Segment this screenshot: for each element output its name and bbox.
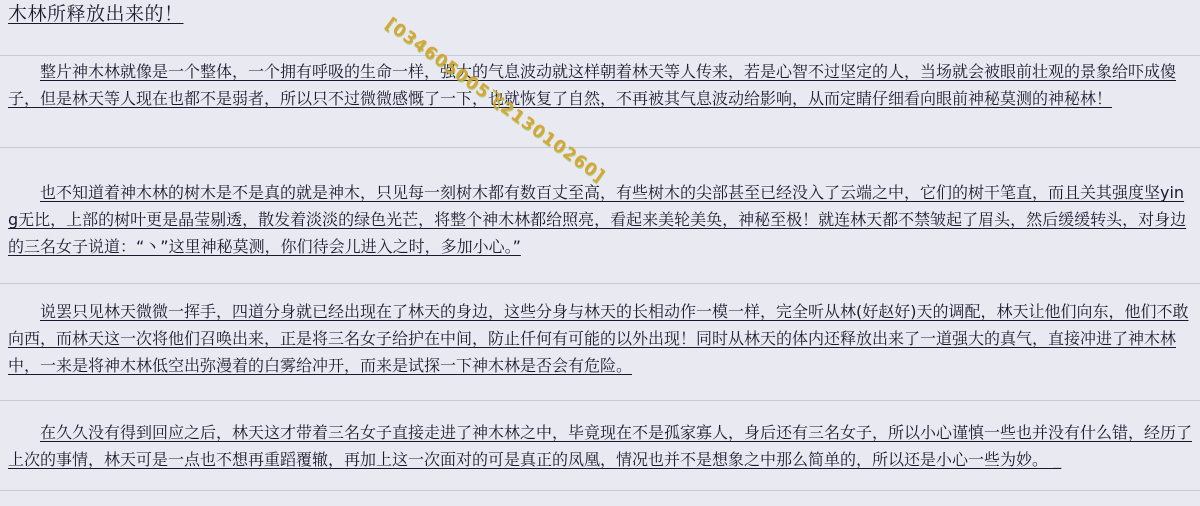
anti-theft-watermark: [034605005飞213010260] bbox=[381, 14, 609, 187]
paragraph-text: 在久久没有得到回应之后，林天这才带着三名女子直接走进了神木林之中，毕竟现在不是孤家寡人，身后还有三名女子，所以小心谨慎一些也并没有什么错，经历了上次的事情，林天可是一点也不想再重蹈覆辙，再加上这一次面对的可是真正的凤凰，情况也并不是想象之中那么简单的，所以还是小心一些为妙。 bbox=[8, 423, 1193, 469]
novel-paragraph bbox=[8, 419, 1192, 473]
paragraph-text: 整片神木林就像是一个整体，一个拥有呼吸的生命一样，强大的气息波动就这样朝着林天等人传来，若是心智不过坚定的人，当场就会被眼前壮观的景象给吓成傻子，但是林天等人现在也都不是弱者，所以只不过微微感慨了一下，也就恢复了自然，不再被其气息波动给影响，从而定睛仔细看向眼前神秘莫测的神秘林！ bbox=[8, 62, 1177, 108]
paragraph-text: 说罢只见林天微微一挥手，四道分身就已经出现在了林天的身边，这些分身与林天的长相动作一模一样，完全听从林(好赵好)天的调配，林天让他们向东，他们不敢向西，而林天这一次将他们召唤出来，正是将三名女子给护在中间，防止仟何有可能的以外出现！同时从林天的体内还释放出来了一道强大的真气，直接冲进了神木林中，一来是将神木林低空出弥漫着的白雾给冲开，而来是试探一下神木林是否会有危险。 bbox=[8, 302, 1189, 375]
paragraph-row-3 bbox=[0, 284, 1200, 401]
novel-paragraph bbox=[8, 58, 1192, 112]
novel-paragraph bbox=[8, 179, 1192, 260]
paragraph-text: 也不知道着神木林的树木是不是真的就是神木，只见每一刻树木都有数百丈至高，有些树木的尖部甚至已经没入了云端之中，它们的树干笔直，而且关其强度坚ying无比，上部的树叶更是晶莹剔透，散发着淡淡的绿色光芒，将整个神木林都给照亮，看起来美轮美奂，神秘至极！就连林天都不禁皱起了眉头，然后缓缓转头，对身边的三名女子说道：“丶”这里神秘莫测，你们待会儿进入之时，多加小心。” bbox=[8, 183, 1187, 256]
paragraph-row-1 bbox=[0, 56, 1200, 148]
paragraph-row-4 bbox=[0, 401, 1200, 491]
novel-paragraph bbox=[8, 298, 1192, 379]
paragraph-row-2 bbox=[0, 148, 1200, 284]
chapter-title-row bbox=[0, 0, 1200, 56]
text-cursor: _ bbox=[1048, 450, 1062, 469]
chapter-title-fragment: 木林所释放出来的！ bbox=[8, 3, 184, 25]
